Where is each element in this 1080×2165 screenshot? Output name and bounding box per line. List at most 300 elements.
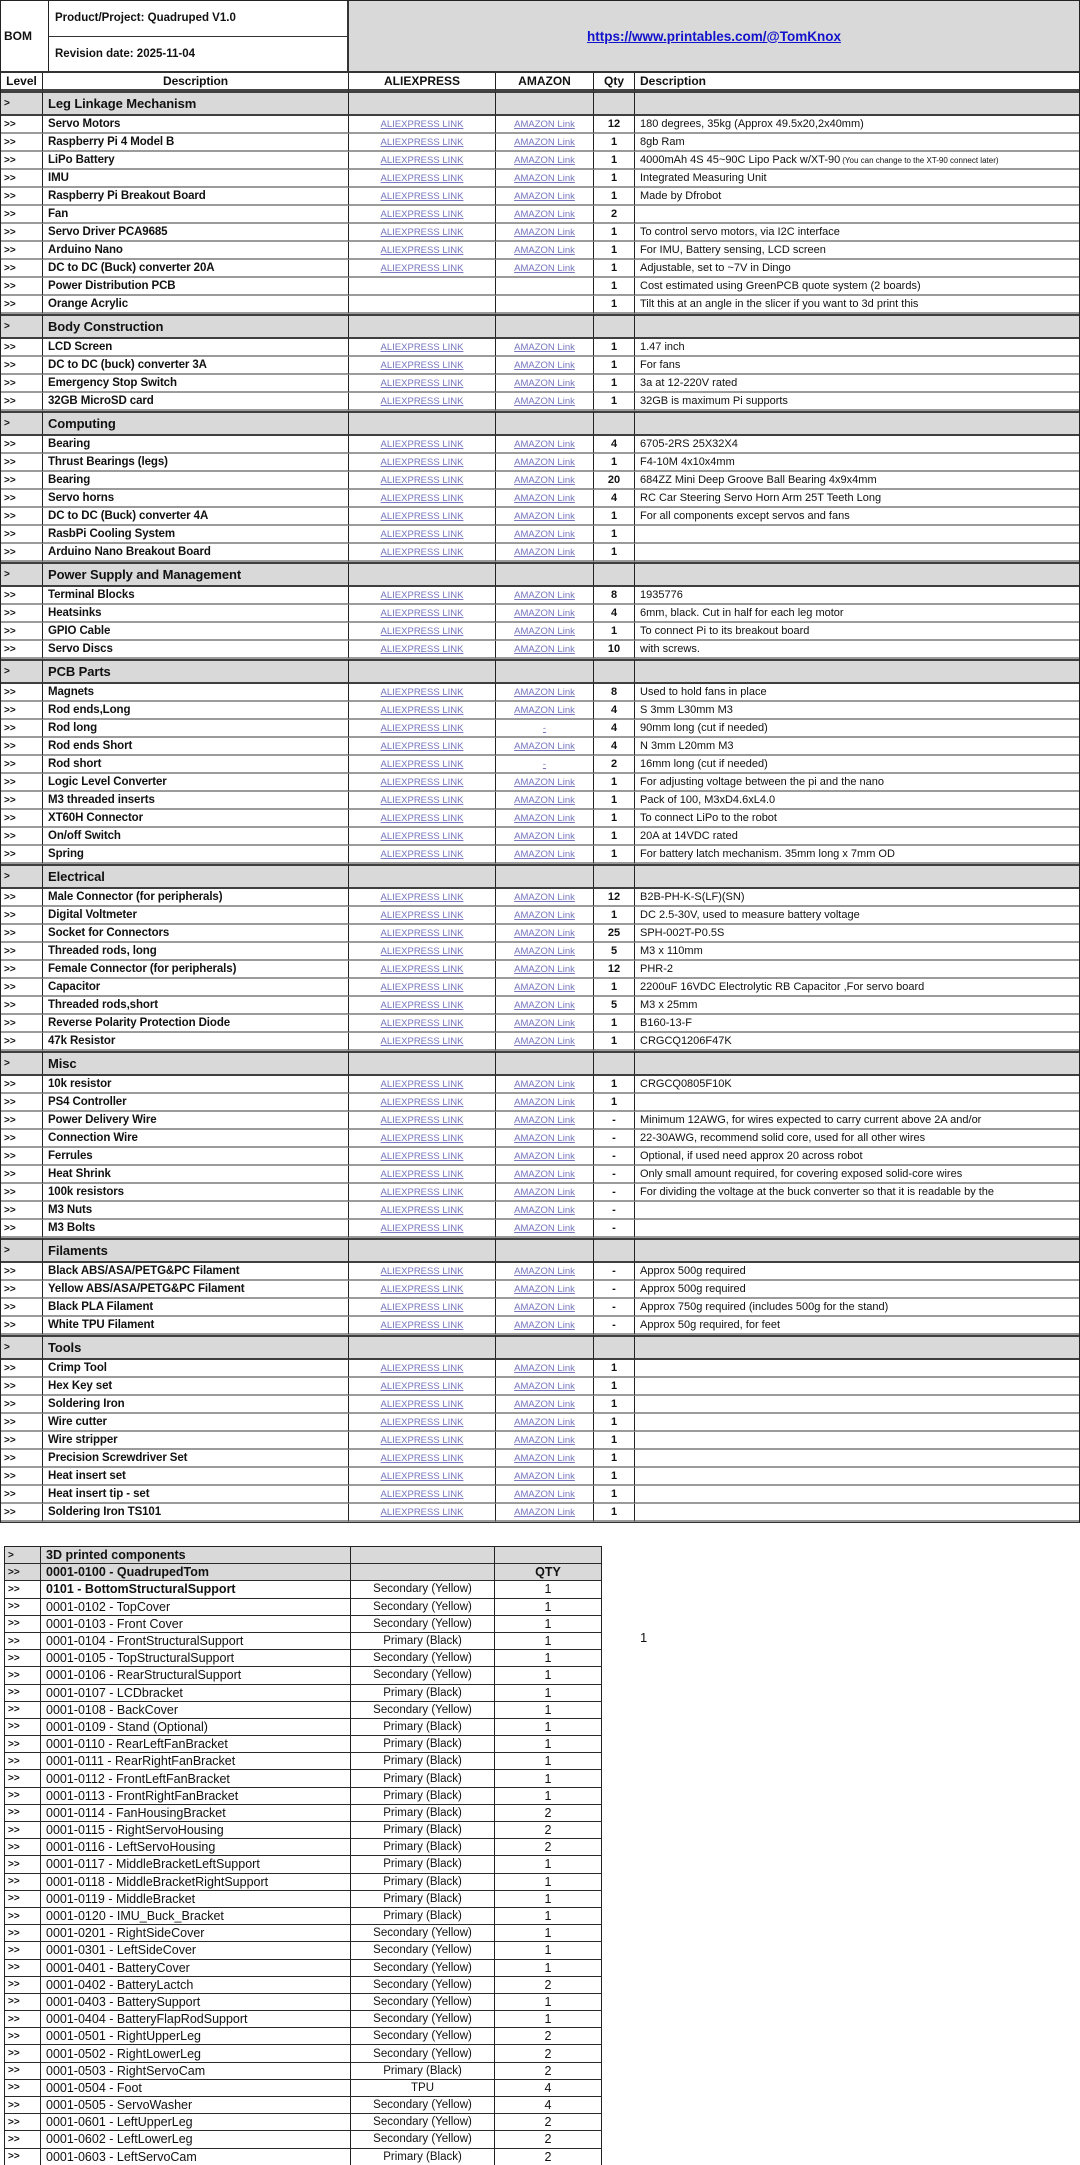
aliexpress-link[interactable]: ALIEXPRESS LINK <box>380 704 464 716</box>
aliexpress-link[interactable]: ALIEXPRESS LINK <box>380 927 464 939</box>
item-level-marker: >> <box>1 526 43 544</box>
aliexpress-link[interactable]: ALIEXPRESS LINK <box>380 812 464 824</box>
aliexpress-link[interactable]: ALIEXPRESS LINK <box>380 1301 464 1313</box>
color-cell: Primary (Black) <box>351 1908 495 1925</box>
amazon-link[interactable]: AMAZON Link <box>514 1319 575 1331</box>
aliexpress-link[interactable]: ALIEXPRESS LINK <box>380 226 464 238</box>
aliexpress-link[interactable]: ALIEXPRESS LINK <box>380 172 464 184</box>
amazon-link[interactable]: AMAZON Link <box>514 927 575 939</box>
aliexpress-cell <box>349 720 496 738</box>
qty-cell: 12 <box>594 116 635 134</box>
amazon-link[interactable]: AMAZON Link <box>514 136 575 148</box>
bom-row <box>1 889 1079 907</box>
detail-cell <box>635 1450 1079 1468</box>
revision-label: Revision date: 2025-11-04 <box>55 47 195 60</box>
amazon-link[interactable]: AMAZON Link <box>514 607 575 619</box>
description-cell: RasbPi Cooling System <box>43 526 349 544</box>
bom-row <box>1 756 1079 774</box>
qty-column-header: QTY <box>495 1564 601 1581</box>
amazon-link[interactable]: AMAZON Link <box>514 492 575 504</box>
amazon-link[interactable]: AMAZON Link <box>514 1078 575 1090</box>
item-level-marker: >> <box>1 720 43 738</box>
amazon-link[interactable]: AMAZON Link <box>514 1186 575 1198</box>
aliexpress-link[interactable]: ALIEXPRESS LINK <box>380 794 464 806</box>
amazon-link[interactable]: AMAZON Link <box>514 704 575 716</box>
qty-cell: 1 <box>594 1414 635 1432</box>
detail-cell: 3a at 12-220V rated <box>635 375 1079 393</box>
aliexpress-link[interactable]: ALIEXPRESS LINK <box>380 492 464 504</box>
amazon-cell <box>496 544 594 562</box>
amazon-link[interactable]: AMAZON Link <box>514 1380 575 1392</box>
description-cell: Emergency Stop Switch <box>43 375 349 393</box>
part-name-cell: 0001-0603 - LeftServoCam <box>41 2149 351 2165</box>
amazon-link[interactable]: AMAZON Link <box>514 1204 575 1216</box>
item-level-marker: >> <box>5 2080 41 2097</box>
qty-cell: 4 <box>594 490 635 508</box>
amazon-link[interactable]: AMAZON Link <box>514 510 575 522</box>
aliexpress-link[interactable]: ALIEXPRESS LINK <box>380 643 464 655</box>
amazon-link[interactable]: AMAZON Link <box>514 848 575 860</box>
aliexpress-cell <box>349 296 496 314</box>
amazon-link[interactable]: AMAZON Link <box>514 830 575 842</box>
detail-cell: 8gb Ram <box>635 134 1079 152</box>
aliexpress-link[interactable]: ALIEXPRESS LINK <box>380 474 464 486</box>
amazon-link[interactable]: AMAZON Link <box>514 1132 575 1144</box>
qty-cell: 1 <box>495 1788 601 1805</box>
aliexpress-link[interactable]: ALIEXPRESS LINK <box>380 740 464 752</box>
aliexpress-cell <box>349 997 496 1015</box>
item-level-marker: >> <box>1 1504 43 1522</box>
amazon-cell <box>496 490 594 508</box>
amazon-link[interactable]: AMAZON Link <box>514 963 575 975</box>
amazon-link[interactable]: AMAZON Link <box>514 891 575 903</box>
aliexpress-link[interactable]: ALIEXPRESS LINK <box>380 1204 464 1216</box>
detail-cell: CRGCQ1206F47K <box>635 1033 1079 1051</box>
bom-row <box>1 188 1079 206</box>
aliexpress-link[interactable]: ALIEXPRESS LINK <box>380 377 464 389</box>
section-spacer <box>594 1051 635 1076</box>
amazon-cell <box>496 1360 594 1378</box>
detail-cell: For fans <box>635 357 1079 375</box>
detail-cell: S 3mm L30mm M3 <box>635 702 1079 720</box>
amazon-link[interactable]: AMAZON Link <box>514 377 575 389</box>
amazon-cell <box>496 943 594 961</box>
description-cell: Reverse Polarity Protection Diode <box>43 1015 349 1033</box>
item-level-marker: >> <box>1 684 43 702</box>
section-spacer <box>496 411 594 436</box>
printed-group-title: 0001-0100 - QuadrupedTom <box>41 1564 351 1581</box>
aliexpress-cell <box>349 889 496 907</box>
printed-row <box>5 1702 601 1719</box>
aliexpress-link[interactable]: ALIEXPRESS LINK <box>380 625 464 637</box>
amazon-link[interactable]: AMAZON Link <box>514 1362 575 1374</box>
part-name-cell: 0001-0401 - BatteryCover <box>41 1960 351 1977</box>
part-name-cell: 0001-0115 - RightServoHousing <box>41 1822 351 1839</box>
detail-cell: Pack of 100, M3xD4.6xL4.0 <box>635 792 1079 810</box>
qty-cell: 1 <box>495 1770 601 1787</box>
section-level-marker: > <box>1 314 43 339</box>
aliexpress-link[interactable]: ALIEXPRESS LINK <box>380 341 464 353</box>
printed-row <box>5 1822 601 1839</box>
aliexpress-link[interactable]: ALIEXPRESS LINK <box>380 510 464 522</box>
amazon-link[interactable]: AMAZON Link <box>514 456 575 468</box>
amazon-link[interactable]: AMAZON Link <box>514 1416 575 1428</box>
amazon-link[interactable]: AMAZON Link <box>514 1301 575 1313</box>
amazon-link[interactable]: AMAZON Link <box>514 244 575 256</box>
bom-row <box>1 490 1079 508</box>
aliexpress-link[interactable]: ALIEXPRESS LINK <box>380 1222 464 1234</box>
description-cell: Bearing <box>43 436 349 454</box>
aliexpress-link[interactable]: ALIEXPRESS LINK <box>380 1265 464 1277</box>
amazon-cell <box>496 1220 594 1238</box>
aliexpress-link[interactable]: ALIEXPRESS LINK <box>380 758 464 770</box>
section-title: PCB Parts <box>43 659 349 684</box>
bom-row <box>1 961 1079 979</box>
amazon-link[interactable]: AMAZON Link <box>514 1434 575 1446</box>
aliexpress-link[interactable]: ALIEXPRESS LINK <box>380 1150 464 1162</box>
detail-cell <box>635 1094 1079 1112</box>
aliexpress-link[interactable]: ALIEXPRESS LINK <box>380 722 464 734</box>
description-cell: Servo horns <box>43 490 349 508</box>
printed-row <box>5 2080 601 2097</box>
qty-cell: 2 <box>495 2149 601 2165</box>
qty-cell: 4 <box>495 2080 601 2097</box>
amazon-link[interactable]: AMAZON Link <box>514 262 575 274</box>
aliexpress-link[interactable]: ALIEXPRESS LINK <box>380 359 464 371</box>
amazon-link[interactable]: AMAZON Link <box>514 1265 575 1277</box>
amazon-link[interactable]: - <box>542 722 547 734</box>
aliexpress-link[interactable]: ALIEXPRESS LINK <box>380 1452 464 1464</box>
color-cell: Primary (Black) <box>351 1874 495 1891</box>
printed-row <box>5 1805 601 1822</box>
bom-row <box>1 1094 1079 1112</box>
aliexpress-link[interactable]: ALIEXPRESS LINK <box>380 945 464 957</box>
amazon-link[interactable]: AMAZON Link <box>514 1035 575 1047</box>
amazon-link[interactable]: AMAZON Link <box>514 1168 575 1180</box>
detail-cell <box>635 1396 1079 1414</box>
aliexpress-link[interactable]: ALIEXPRESS LINK <box>380 981 464 993</box>
item-level-marker: >> <box>1 1184 43 1202</box>
amazon-link[interactable]: - <box>542 758 547 770</box>
bom-row <box>1 357 1079 375</box>
qty-cell: 1 <box>495 1581 601 1598</box>
aliexpress-link[interactable]: ALIEXPRESS LINK <box>380 909 464 921</box>
item-level-marker: >> <box>1 1396 43 1414</box>
aliexpress-cell <box>349 1094 496 1112</box>
amazon-cell <box>496 828 594 846</box>
amazon-link[interactable]: AMAZON Link <box>514 643 575 655</box>
amazon-link[interactable]: AMAZON Link <box>514 1470 575 1482</box>
aliexpress-link[interactable]: ALIEXPRESS LINK <box>380 528 464 540</box>
printed-row <box>5 1960 601 1977</box>
col-header-description2: Description <box>635 73 1079 91</box>
aliexpress-link[interactable]: ALIEXPRESS LINK <box>380 1096 464 1108</box>
amazon-link[interactable]: AMAZON Link <box>514 359 575 371</box>
amazon-link[interactable]: AMAZON Link <box>514 625 575 637</box>
detail-cell: For all components except servos and fans <box>635 508 1079 526</box>
amazon-link[interactable]: AMAZON Link <box>514 438 575 450</box>
qty-cell: 1 <box>495 2011 601 2028</box>
section-row <box>1 562 1079 587</box>
color-cell: Secondary (Yellow) <box>351 1942 495 1959</box>
aliexpress-link[interactable]: ALIEXPRESS LINK <box>380 118 464 130</box>
amazon-link[interactable]: AMAZON Link <box>514 1114 575 1126</box>
aliexpress-link[interactable]: ALIEXPRESS LINK <box>380 1078 464 1090</box>
aliexpress-link[interactable]: ALIEXPRESS LINK <box>380 686 464 698</box>
amazon-link[interactable]: AMAZON Link <box>514 1488 575 1500</box>
section-spacer <box>349 91 496 116</box>
aliexpress-link[interactable]: ALIEXPRESS LINK <box>380 830 464 842</box>
amazon-link[interactable]: AMAZON Link <box>514 945 575 957</box>
amazon-cell <box>496 454 594 472</box>
part-name-cell: 0001-0120 - IMU_Buck_Bracket <box>41 1908 351 1925</box>
aliexpress-link[interactable]: ALIEXPRESS LINK <box>380 1416 464 1428</box>
amazon-link[interactable]: AMAZON Link <box>514 776 575 788</box>
aliexpress-link[interactable]: ALIEXPRESS LINK <box>380 1506 464 1518</box>
part-name-cell: 0001-0504 - Foot <box>41 2080 351 2097</box>
item-level-marker: >> <box>1 702 43 720</box>
amazon-cell <box>496 1112 594 1130</box>
amazon-link[interactable]: AMAZON Link <box>514 1398 575 1410</box>
qty-cell: 1 <box>594 508 635 526</box>
aliexpress-link[interactable]: ALIEXPRESS LINK <box>380 848 464 860</box>
printed-row <box>5 1856 601 1873</box>
qty-cell: 4 <box>594 605 635 623</box>
aliexpress-link[interactable]: ALIEXPRESS LINK <box>380 438 464 450</box>
qty-cell: 1 <box>594 1015 635 1033</box>
aliexpress-link[interactable]: ALIEXPRESS LINK <box>380 1398 464 1410</box>
aliexpress-link[interactable]: ALIEXPRESS LINK <box>380 1362 464 1374</box>
printed-row <box>5 1616 601 1633</box>
amazon-cell <box>496 1166 594 1184</box>
aliexpress-link[interactable]: ALIEXPRESS LINK <box>380 607 464 619</box>
section-level-marker: > <box>1 1335 43 1360</box>
description-cell: Rod short <box>43 756 349 774</box>
aliexpress-link[interactable]: ALIEXPRESS LINK <box>380 154 464 166</box>
aliexpress-link[interactable]: ALIEXPRESS LINK <box>380 1319 464 1331</box>
detail-cell: Adjustable, set to ~7V in Dingo <box>635 260 1079 278</box>
section-row <box>1 1238 1079 1263</box>
amazon-link[interactable]: AMAZON Link <box>514 1150 575 1162</box>
amazon-link[interactable]: AMAZON Link <box>514 1506 575 1518</box>
item-level-marker: >> <box>1 472 43 490</box>
item-level-marker: >> <box>1 357 43 375</box>
amazon-cell <box>496 339 594 357</box>
amazon-link[interactable]: AMAZON Link <box>514 341 575 353</box>
section-level-marker: > <box>1 1051 43 1076</box>
amazon-link[interactable]: AMAZON Link <box>514 589 575 601</box>
detail-cell <box>635 1504 1079 1522</box>
aliexpress-cell <box>349 792 496 810</box>
section-spacer <box>594 659 635 684</box>
amazon-link[interactable]: AMAZON Link <box>514 172 575 184</box>
amazon-cell <box>496 810 594 828</box>
amazon-link[interactable]: AMAZON Link <box>514 1096 575 1108</box>
aliexpress-link[interactable]: ALIEXPRESS LINK <box>380 1186 464 1198</box>
qty-cell: 5 <box>594 943 635 961</box>
amazon-link[interactable]: AMAZON Link <box>514 909 575 921</box>
qty-cell: 8 <box>594 684 635 702</box>
item-level-marker: >> <box>1 1202 43 1220</box>
col-header-description: Description <box>43 73 349 91</box>
aliexpress-link[interactable]: ALIEXPRESS LINK <box>380 395 464 407</box>
amazon-link[interactable]: AMAZON Link <box>514 1222 575 1234</box>
amazon-cell <box>496 170 594 188</box>
detail-cell: 6705-2RS 25X32X4 <box>635 436 1079 454</box>
section-title: Electrical <box>43 864 349 889</box>
qty-cell: 1 <box>594 393 635 411</box>
qty-cell: 1 <box>495 1753 601 1770</box>
aliexpress-link[interactable]: ALIEXPRESS LINK <box>380 963 464 975</box>
amazon-link[interactable]: AMAZON Link <box>514 981 575 993</box>
amazon-link[interactable]: AMAZON Link <box>514 154 575 166</box>
amazon-link[interactable]: AMAZON Link <box>514 546 575 558</box>
qty-cell: 1 <box>495 1856 601 1873</box>
aliexpress-cell <box>349 1015 496 1033</box>
amazon-link[interactable]: AMAZON Link <box>514 208 575 220</box>
aliexpress-link[interactable]: ALIEXPRESS LINK <box>380 1283 464 1295</box>
aliexpress-cell <box>349 224 496 242</box>
qty-cell: 1 <box>594 170 635 188</box>
section-title: Leg Linkage Mechanism <box>43 91 349 116</box>
amazon-cell <box>496 1184 594 1202</box>
description-cell: Fan <box>43 206 349 224</box>
section-spacer <box>496 864 594 889</box>
item-level-marker: >> <box>1 828 43 846</box>
aliexpress-link[interactable]: ALIEXPRESS LINK <box>380 190 464 202</box>
aliexpress-cell <box>349 756 496 774</box>
bom-row <box>1 1015 1079 1033</box>
aliexpress-link[interactable]: ALIEXPRESS LINK <box>380 1488 464 1500</box>
aliexpress-cell <box>349 605 496 623</box>
color-cell: Primary (Black) <box>351 1805 495 1822</box>
aliexpress-link[interactable]: ALIEXPRESS LINK <box>380 262 464 274</box>
color-cell: Primary (Black) <box>351 1788 495 1805</box>
item-level-marker: >> <box>1 454 43 472</box>
aliexpress-cell <box>349 623 496 641</box>
printed-row <box>5 1908 601 1925</box>
printed-row <box>5 2131 601 2148</box>
amazon-cell <box>496 961 594 979</box>
aliexpress-link[interactable]: ALIEXPRESS LINK <box>380 1132 464 1144</box>
amazon-link[interactable]: AMAZON Link <box>514 686 575 698</box>
qty-cell: 2 <box>495 1977 601 1994</box>
section-level-marker: > <box>1 91 43 116</box>
aliexpress-link[interactable]: ALIEXPRESS LINK <box>380 136 464 148</box>
qty-cell: 20 <box>594 472 635 490</box>
aliexpress-link[interactable]: ALIEXPRESS LINK <box>380 1470 464 1482</box>
color-cell: Secondary (Yellow) <box>351 1667 495 1684</box>
aliexpress-link[interactable]: ALIEXPRESS LINK <box>380 999 464 1011</box>
item-level-marker: >> <box>5 1891 41 1908</box>
amazon-link[interactable]: AMAZON Link <box>514 190 575 202</box>
amazon-link[interactable]: AMAZON Link <box>514 794 575 806</box>
amazon-link[interactable]: AMAZON Link <box>514 999 575 1011</box>
aliexpress-link[interactable]: ALIEXPRESS LINK <box>380 1434 464 1446</box>
bom-row <box>1 641 1079 659</box>
qty-cell: 1 <box>495 1719 601 1736</box>
amazon-link[interactable]: AMAZON Link <box>514 1283 575 1295</box>
item-level-marker: >> <box>1 1281 43 1299</box>
description-cell: XT60H Connector <box>43 810 349 828</box>
description-cell: Black ABS/ASA/PETG&PC Filament <box>43 1263 349 1281</box>
amazon-link[interactable]: AMAZON Link <box>514 118 575 130</box>
aliexpress-link[interactable]: ALIEXPRESS LINK <box>380 546 464 558</box>
amazon-cell <box>496 116 594 134</box>
aliexpress-link[interactable]: ALIEXPRESS LINK <box>380 208 464 220</box>
detail-cell: RC Car Steering Servo Horn Arm 25T Teeth Long <box>635 490 1079 508</box>
aliexpress-cell <box>349 810 496 828</box>
amazon-cell <box>496 623 594 641</box>
aliexpress-link[interactable]: ALIEXPRESS LINK <box>380 1017 464 1029</box>
qty-cell: 1 <box>594 792 635 810</box>
qty-cell: 1 <box>594 1486 635 1504</box>
part-name-cell: 0101 - BottomStructuralSupport <box>41 1581 351 1598</box>
amazon-cell <box>496 1299 594 1317</box>
aliexpress-link[interactable]: ALIEXPRESS LINK <box>380 891 464 903</box>
section-spacer <box>349 314 496 339</box>
qty-cell: 5 <box>594 997 635 1015</box>
amazon-link[interactable]: AMAZON Link <box>514 226 575 238</box>
amazon-link[interactable]: AMAZON Link <box>514 1017 575 1029</box>
item-level-marker: >> <box>5 1788 41 1805</box>
bom-row <box>1 436 1079 454</box>
qty-cell: 1 <box>495 1891 601 1908</box>
description-cell: M3 Bolts <box>43 1220 349 1238</box>
printed-row <box>5 1994 601 2011</box>
aliexpress-link[interactable]: ALIEXPRESS LINK <box>380 1380 464 1392</box>
printables-link[interactable]: https://www.printables.com/@TomKnox <box>587 28 841 44</box>
item-level-marker: >> <box>1 1450 43 1468</box>
aliexpress-link[interactable]: ALIEXPRESS LINK <box>380 456 464 468</box>
aliexpress-cell <box>349 436 496 454</box>
amazon-link[interactable]: AMAZON Link <box>514 528 575 540</box>
color-cell: Secondary (Yellow) <box>351 1702 495 1719</box>
aliexpress-link[interactable]: ALIEXPRESS LINK <box>380 776 464 788</box>
aliexpress-cell <box>349 206 496 224</box>
amazon-link[interactable]: AMAZON Link <box>514 812 575 824</box>
section-title: Computing <box>43 411 349 436</box>
detail-cell: Approx 750g required (includes 500g for the stand) <box>635 1299 1079 1317</box>
item-level-marker: >> <box>1 393 43 411</box>
detail-cell: Cost estimated using GreenPCB quote system (2 boards) <box>635 278 1079 296</box>
part-name-cell: 0001-0301 - LeftSideCover <box>41 1942 351 1959</box>
aliexpress-link[interactable]: ALIEXPRESS LINK <box>380 1035 464 1047</box>
aliexpress-link[interactable]: ALIEXPRESS LINK <box>380 1168 464 1180</box>
amazon-link[interactable]: AMAZON Link <box>514 474 575 486</box>
part-name-cell: 0001-0503 - RightServoCam <box>41 2063 351 2080</box>
section-spacer <box>594 864 635 889</box>
aliexpress-link[interactable]: ALIEXPRESS LINK <box>380 244 464 256</box>
section-spacer <box>594 562 635 587</box>
amazon-cell <box>496 526 594 544</box>
aliexpress-cell <box>349 1432 496 1450</box>
detail-cell <box>635 1468 1079 1486</box>
color-cell: Secondary (Yellow) <box>351 2011 495 2028</box>
item-level-marker: >> <box>1 756 43 774</box>
amazon-link[interactable]: AMAZON Link <box>514 1452 575 1464</box>
detail-cell: 2200uF 16VDC Electrolytic RB Capacitor ,For servo board <box>635 979 1079 997</box>
col-header-amazon: AMAZON <box>496 73 594 91</box>
item-level-marker: >> <box>5 1805 41 1822</box>
aliexpress-link[interactable]: ALIEXPRESS LINK <box>380 589 464 601</box>
color-cell: Secondary (Yellow) <box>351 1994 495 2011</box>
aliexpress-link[interactable]: ALIEXPRESS LINK <box>380 1114 464 1126</box>
item-level-marker: >> <box>1 1076 43 1094</box>
section-spacer <box>351 1547 495 1564</box>
amazon-link[interactable]: AMAZON Link <box>514 395 575 407</box>
amazon-link[interactable]: AMAZON Link <box>514 740 575 752</box>
